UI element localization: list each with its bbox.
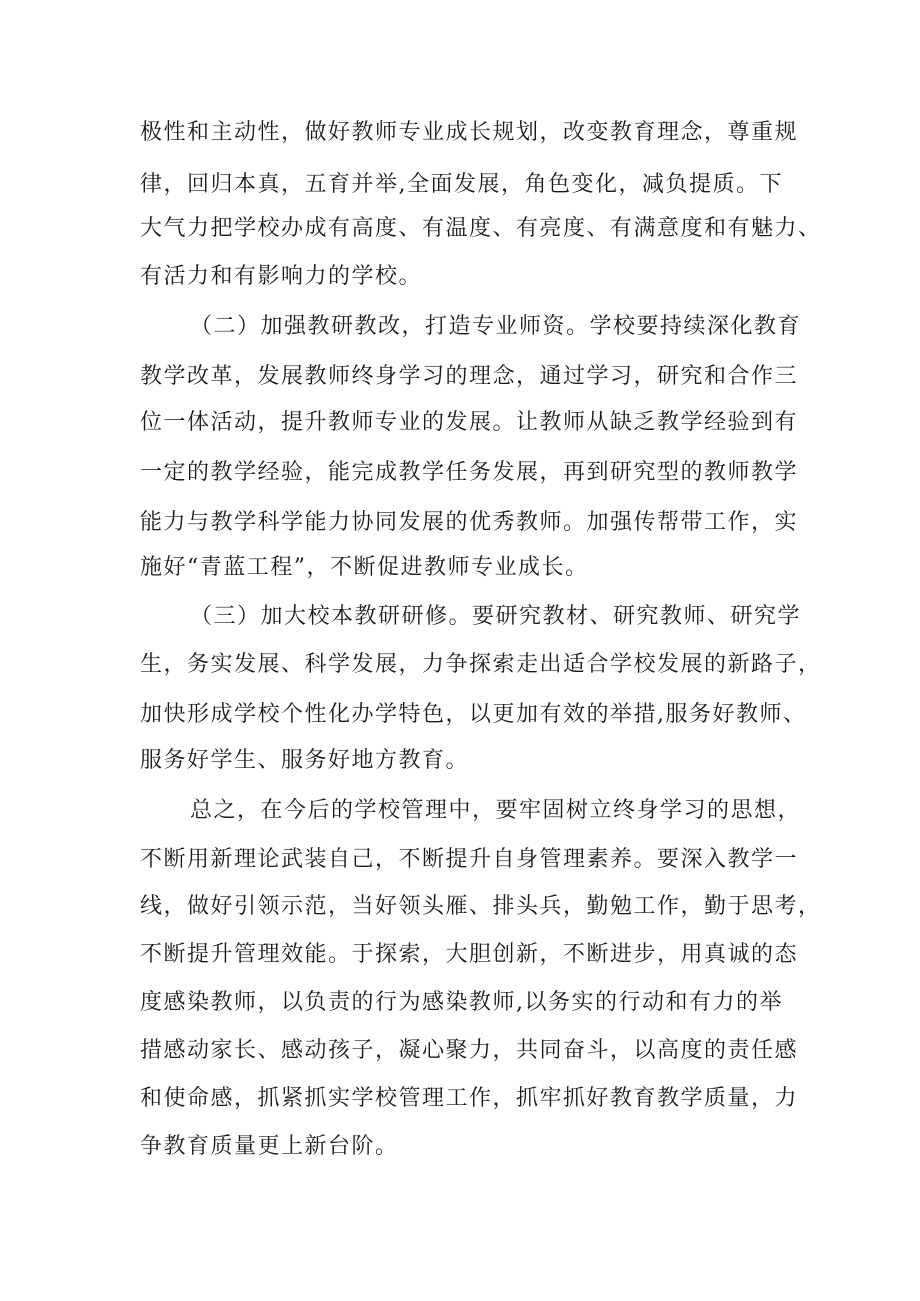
paragraph-2-line-6: 施好“青蓝工程”，不断促进教师专业成长。 (140, 555, 589, 580)
paragraph-2-line-5: 能力与教学科学能力协同发展的优秀教师。加强传帮带工作，实 (140, 510, 799, 535)
paragraph-4-line-1: 总之，在今后的学校管理中，要牢固树立终身学习的思想， (190, 798, 802, 823)
paragraph-3-line-4: 服务好学生、服务好地方教育。 (140, 748, 470, 773)
paragraph-4-line-2: 不断用新理论武装自己，不断提升自身管理素养。要深入教学一 (140, 847, 799, 872)
paragraph-4-line-3: 线，做好引领示范，当好领头雁、排头兵，勤勉工作，勤于思考， (140, 894, 822, 919)
paragraph-4-line-7: 和使命感，抓紧抓实学校管理工作，抓牢抓好教育教学质量，力 (140, 1086, 799, 1111)
paragraph-1-line-1: 极性和主动性，做好教师专业成长规划，改变教育理念，尊重规 (140, 120, 799, 145)
paragraph-3-line-2: 生，务实发展、科学发展，力争探索走出适合学校发展的新路子， (140, 652, 822, 677)
paragraph-1-line-3: 大气力把学校办成有高度、有温度、有亮度、有满意度和有魅力、 (140, 216, 822, 241)
paragraph-3-line-1: （三）加大校本教研研修。要研究教材、研究教师、研究学 (190, 604, 802, 629)
paragraph-2-line-3: 位一体活动，提升教师专业的发展。让教师从缺乏教学经验到有 (140, 410, 799, 435)
paragraph-4-line-4: 不断提升管理效能。于探索，大胆创新，不断进步，用真诚的态 (140, 942, 799, 967)
paragraph-1-line-4: 有活力和有影响力的学校。 (140, 264, 423, 289)
paragraph-2-line-1: （二）加强教研教改，打造专业师资。学校要持续深化教育 (190, 314, 802, 339)
paragraph-4-line-8: 争教育质量更上新台阶。 (140, 1134, 399, 1159)
paragraph-2-line-2: 教学改革，发展教师终身学习的理念，通过学习，研究和合作三 (140, 364, 799, 389)
paragraph-1-line-2: 律，回归本真，五育并举,全面发展，角色变化，减负提质。下 (140, 172, 783, 197)
paragraph-2-line-4: 一定的教学经验，能完成教学任务发展，再到研究型的教师教学 (140, 460, 799, 485)
paragraph-4-line-6: 措感动家长、感动孩子，凝心聚力，共同奋斗，以高度的责任感 (140, 1038, 799, 1063)
paragraph-4-line-5: 度感染教师，以负责的行为感染教师,以务实的行动和有力的举 (140, 990, 783, 1015)
paragraph-3-line-3: 加快形成学校个性化办学特色，以更加有效的举措,服务好教师、 (140, 702, 807, 727)
